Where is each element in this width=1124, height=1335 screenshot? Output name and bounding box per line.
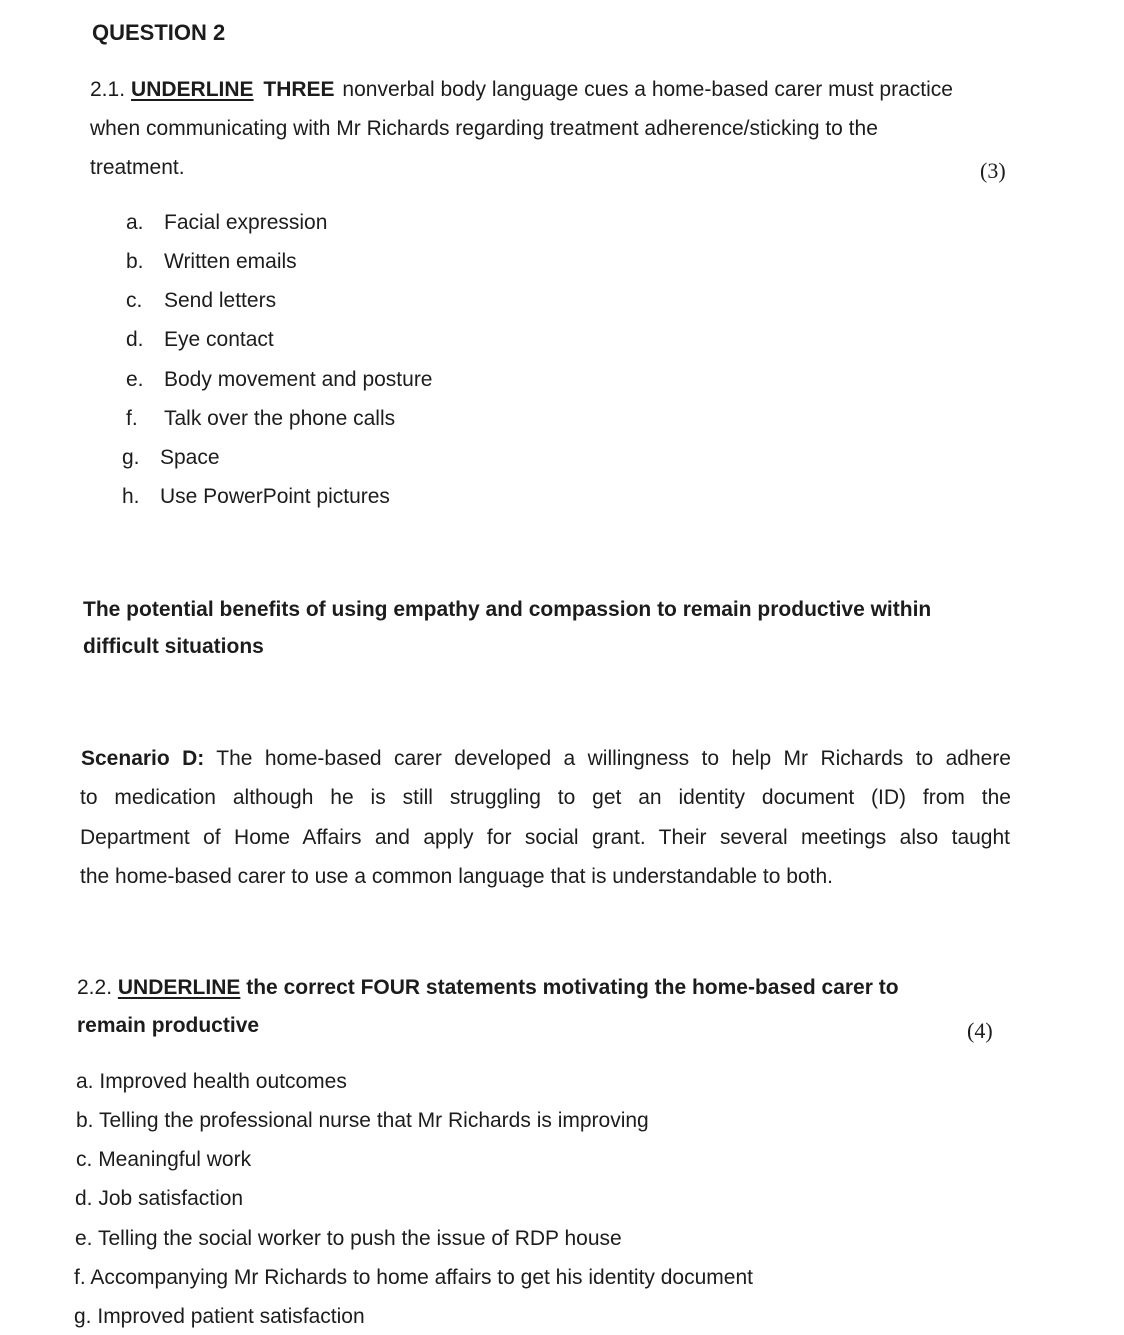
- scenario-line-3: Department of Home Affairs and apply for social grant. Their several meetings also taught: [80, 826, 1010, 849]
- question-2-1-line-2: when communicating with Mr Richards regarding treatment adherence/sticking to the: [90, 117, 878, 140]
- scenario-label: Scenario D:: [81, 747, 205, 770]
- list-item: b. Telling the professional nurse that Mr Richards is improving: [76, 1109, 649, 1132]
- list-item: d. Eye contact: [126, 328, 274, 351]
- page-title: QUESTION 2: [92, 20, 226, 45]
- scenario-line-4: the home-based carer to use a common language that is understandable to both.: [80, 865, 833, 888]
- underline-keyword: UNDERLINE: [131, 78, 254, 101]
- question-2-1-line-3: treatment.: [90, 156, 185, 179]
- section-heading-line-2: difficult situations: [83, 635, 264, 658]
- three-keyword: THREE: [263, 78, 335, 101]
- scenario-line-1: Scenario D: The home-based carer developed a willingness to help Mr Richards to adhere: [81, 747, 1011, 770]
- section-heading-line-1: The potential benefits of using empathy and compassion to remain productive within: [83, 598, 932, 621]
- marks-allocation: (3): [980, 158, 1006, 183]
- list-item: f. Accompanying Mr Richards to home affairs to get his identity document: [74, 1266, 753, 1289]
- marks-allocation: (4): [967, 1018, 993, 1043]
- list-item: g. Space: [122, 446, 220, 469]
- list-item: c. Meaningful work: [76, 1148, 252, 1171]
- list-item: a. Facial expression: [126, 211, 328, 234]
- list-item: b. Written emails: [126, 250, 297, 273]
- underline-keyword: UNDERLINE: [117, 976, 241, 999]
- question-text: nonverbal body language cues a home-based carer must practice: [342, 78, 953, 101]
- question-2-2-line-1: [77, 976, 899, 1000]
- question-text: the correct FOUR statements motivating the home-based carer to: [246, 976, 899, 999]
- list-item: e. Telling the social worker to push the issue of RDP house: [75, 1227, 622, 1250]
- list-item: e. Body movement and posture: [126, 368, 433, 391]
- question-2-2-line-2: remain productive: [77, 1014, 260, 1037]
- question-2-1-line-1: [90, 78, 953, 102]
- list-item: f. Talk over the phone calls: [126, 407, 396, 430]
- list-item: c. Send letters: [126, 289, 277, 312]
- list-item: h. Use PowerPoint pictures: [122, 485, 390, 508]
- question-number: 2.1.: [90, 78, 126, 101]
- question-number: 2.2.: [77, 976, 113, 999]
- list-item: g. Improved patient satisfaction: [74, 1305, 365, 1328]
- list-item: a. Improved health outcomes: [76, 1070, 347, 1093]
- list-item: d. Job satisfaction: [75, 1187, 244, 1210]
- scenario-line-2: to medication although he is still struggling to get an identity document (ID) from the: [80, 786, 1011, 809]
